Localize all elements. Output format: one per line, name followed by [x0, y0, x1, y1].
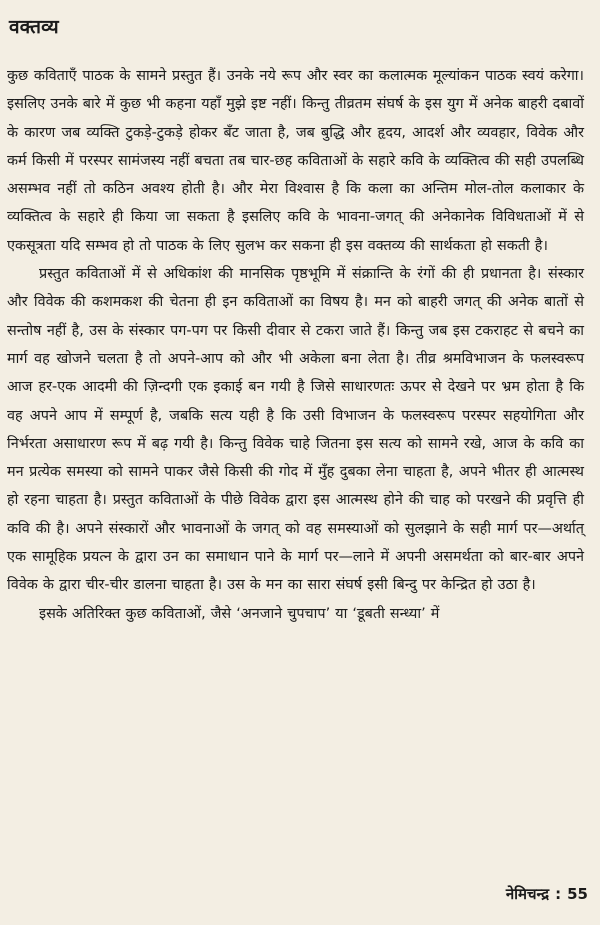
paragraph-1: कुछ कविताएँ पाठक के सामने प्रस्तुत हैं। उनके नये रूप और स्वर का कलात्मक मूल्यांकन पाठक स्वयं करेगा। इसलिए उनके बारे में कुछ भी कहना यहाँ मुझे इष्ट नहीं। किन्तु तीव्रतम संघर्ष के इस युग में अनेक बाहरी दबावों के कारण जब व्यक्ति टुकड़े-टुकड़े होकर बँट जाता है, जब बुद्धि और हृदय, आदर्श और व्यवहार, विवेक और कर्म किसी में परस्पर सामंजस्य नहीं बचता तब चार-छह कविताओं के सहारे कवि के व्यक्तित्व की सही उपलब्धि असम्भव नहीं तो कठिन अवश्य होती है। और मेरा विश्वास है कि कला का अन्तिम मोल-तोल कलाकार के व्यक्तित्व के सहारे ही किया जा सकता है इसलिए कवि के भावना-जगत् की अनेकानेक विविधताओं में से एकसूत्रता यदि सम्भव हो तो पाठक के लिए सुलभ कर सकना ही इस वक्तव्य की सार्थकता हो सकती है। [7, 68, 584, 254]
footer-author: नेमिचन्द्र [505, 885, 550, 903]
section-heading: वक्तव्य [9, 16, 59, 38]
paragraph-2: प्रस्तुत कविताओं में से अधिकांश की मानसिक पृष्ठभूमि में संक्रान्ति के रंगों की ही प्रधानता है। संस्कार और विवेक की कशमकश की चेतना ही इन कविताओं का विषय है। मन को बाहरी जगत् की अनेक बातों से सन्तोष नहीं है, उस के संस्कार पग-पग पर किसी दीवार से टकरा जाते हैं। किन्तु जब इस टकराहट से बचने का मार्ग वह खोजने चलता है तो अपने-आप को और भी अकेला बना लेता है। तीव्र श्रमविभाजन के फलस्वरूप आज हर-एक आदमी की ज़िन्दगी एक इकाई बन गयी है जिसे साधारणतः ऊपर से देखने पर भ्रम होता है कि वह अपने आप में सम्पूर्ण है, जबकि सत्य यही है कि उसी विभाजन के फलस्वरूप परस्पर सहयोगिता और निर्भरता असाधारण रूप में बढ़ गयी है। किन्तु विवेक चाहे जितना इस सत्य को सामने रखे, आज के कवि का मन प्रत्येक समस्या को सामने पाकर जैसे किसी की गोद में मुँह दुबका लेना चाहता है, अपने भीतर ही आत्मस्थ हो रहना चाहता है। प्रस्तुत कविताओं के पीछे विवेक द्वारा इस आत्मस्थ होने की चाह को परखने की प्रवृत्ति ही कवि की है। अपने संस्कारों और भावनाओं के जगत् को वह समस्याओं को सुलझाने के सही मार्ग पर—अर्थात् एक सामूहिक प्रयत्न के द्वारा उन का समाधान पाने के मार्ग पर—लाने में अपनी असमर्थता को बार-बार अपने विवेक के द्वारा चीर-चीर डालना चाहता है। उस के मन का सारा संघर्ष इसी बिन्दु पर केन्द्रित हो उठा है। [7, 266, 584, 594]
page-footer [506, 883, 588, 905]
paragraph-3: इसके अतिरिक्त कुछ कविताओं, जैसे ‘अनजाने चुपचाप’ या ‘डूबती सन्ध्या’ में [39, 605, 440, 622]
footer-separator: : [555, 885, 562, 903]
page-number: 55 [567, 885, 588, 903]
